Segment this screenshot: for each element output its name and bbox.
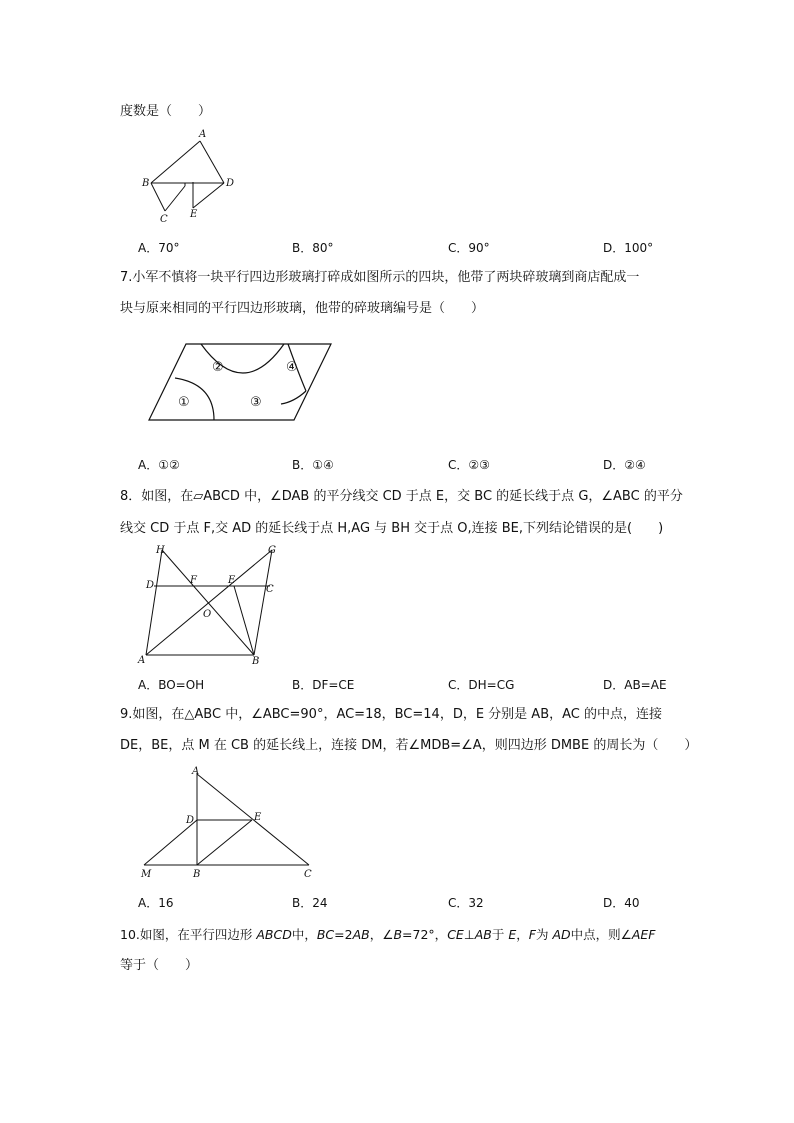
q6-label-c: C — [160, 214, 168, 225]
q10-stem-line1: 10.如图，在平行四边形 ABCD中，BC=2AB，∠B=72°，CE⊥AB于 E，F为 AD中点，则∠AEF — [120, 927, 656, 942]
q8-segment-ah — [146, 550, 162, 655]
q7-option-d[interactable]: D．②④ — [603, 458, 646, 472]
q6-label-d: D — [226, 178, 235, 189]
q9-option-b[interactable]: B．24 — [292, 896, 328, 910]
q9-option-a[interactable]: A．16 — [138, 896, 174, 910]
q6-label-e: E — [190, 209, 198, 220]
q9-stem-line2: DE，BE，点 M 在 CB 的延长线上，连接 DM，若∠MDB=∠A，则四边形 DMBE 的周长为（ ） — [120, 738, 698, 753]
q9-label-c: C — [304, 869, 312, 880]
q6-figure — [140, 128, 250, 223]
q9-segment-md — [144, 820, 197, 865]
q9-label-b: B — [193, 869, 201, 880]
q6-option-c[interactable]: C．90° — [448, 241, 490, 255]
q7-piece-1: ① — [178, 395, 190, 410]
q8-option-c[interactable]: C．DH=CG — [448, 678, 515, 692]
q9-segment-be — [197, 820, 252, 865]
q8-label-c: C — [266, 584, 274, 595]
q7-stem-line2: 块与原来相同的平行四边形玻璃，他带的碎玻璃编号是（ ） — [120, 301, 485, 316]
q6-stem-tail: 度数是（ ） — [120, 104, 212, 119]
q7-piece-3: ③ — [250, 395, 262, 410]
q8-label-d: D — [146, 580, 155, 591]
q6-segment-c-fold — [165, 186, 185, 211]
q6-segment-ba — [151, 141, 200, 183]
q9-label-a: A — [192, 766, 200, 777]
q9-figure — [138, 762, 318, 882]
q8-stem-line1: 8．如图，在▱ABCD 中，∠DAB 的平分线交 CD 于点 E，交 BC 的延长线于点 G，∠ABC 的平分 — [120, 489, 683, 504]
q7-option-c[interactable]: C．②③ — [448, 458, 490, 472]
q9-option-c[interactable]: C．32 — [448, 896, 484, 910]
q6-label-a: A — [199, 129, 207, 140]
q6-option-b[interactable]: B．80° — [292, 241, 334, 255]
q8-segment-be — [234, 586, 254, 655]
q8-option-b[interactable]: B．DF=CE — [292, 678, 355, 692]
q6-label-b: B — [142, 178, 150, 189]
q7-piece-2: ② — [212, 360, 224, 375]
q8-label-g: G — [268, 545, 276, 556]
q8-label-o: O — [203, 609, 212, 620]
q6-segment-bc — [151, 183, 165, 211]
q8-label-h: H — [156, 545, 165, 556]
q8-figure — [134, 542, 284, 667]
q7-option-a[interactable]: A．①② — [138, 458, 180, 472]
q8-segment-ag — [146, 550, 272, 655]
q6-option-a[interactable]: A．70° — [138, 241, 180, 255]
q7-piece-4: ④ — [286, 360, 298, 375]
q6-segment-ed — [193, 183, 224, 208]
q8-label-b: B — [252, 656, 260, 667]
q8-option-a[interactable]: A．BO=OH — [138, 678, 205, 692]
q8-stem-line2: 线交 CD 于点 F,交 AD 的延长线于点 H,AG 与 BH 交于点 O,连接 BE,下列结论错误的是( ) — [120, 521, 664, 536]
q9-label-e: E — [254, 812, 262, 823]
q6-option-d[interactable]: D．100° — [603, 241, 654, 255]
q7-parallelogram — [149, 344, 331, 420]
q8-label-f: F — [190, 575, 197, 586]
q9-stem-line1: 9.如图，在△ABC 中，∠ABC=90°，AC=18，BC=14，D，E 分别是 AB，AC 的中点，连接 — [120, 707, 662, 722]
q9-label-m: M — [141, 869, 152, 880]
q8-label-e: E — [228, 575, 236, 586]
q8-segment-bg — [254, 550, 272, 655]
q7-option-b[interactable]: B．①④ — [292, 458, 334, 472]
q9-option-d[interactable]: D．40 — [603, 896, 640, 910]
q8-label-a: A — [138, 655, 146, 666]
q7-figure — [148, 342, 334, 422]
q7-stem-line1: 7.小军不慎将一块平行四边形玻璃打碎成如图所示的四块，他带了两块碎玻璃到商店配成一 — [120, 270, 640, 285]
q8-segment-bh — [162, 550, 254, 655]
q8-option-d[interactable]: D．AB=AE — [603, 678, 667, 692]
q6-segment-ad — [200, 141, 224, 183]
q9-label-d: D — [186, 815, 195, 826]
q10-stem-line2: 等于（ ） — [120, 958, 199, 973]
